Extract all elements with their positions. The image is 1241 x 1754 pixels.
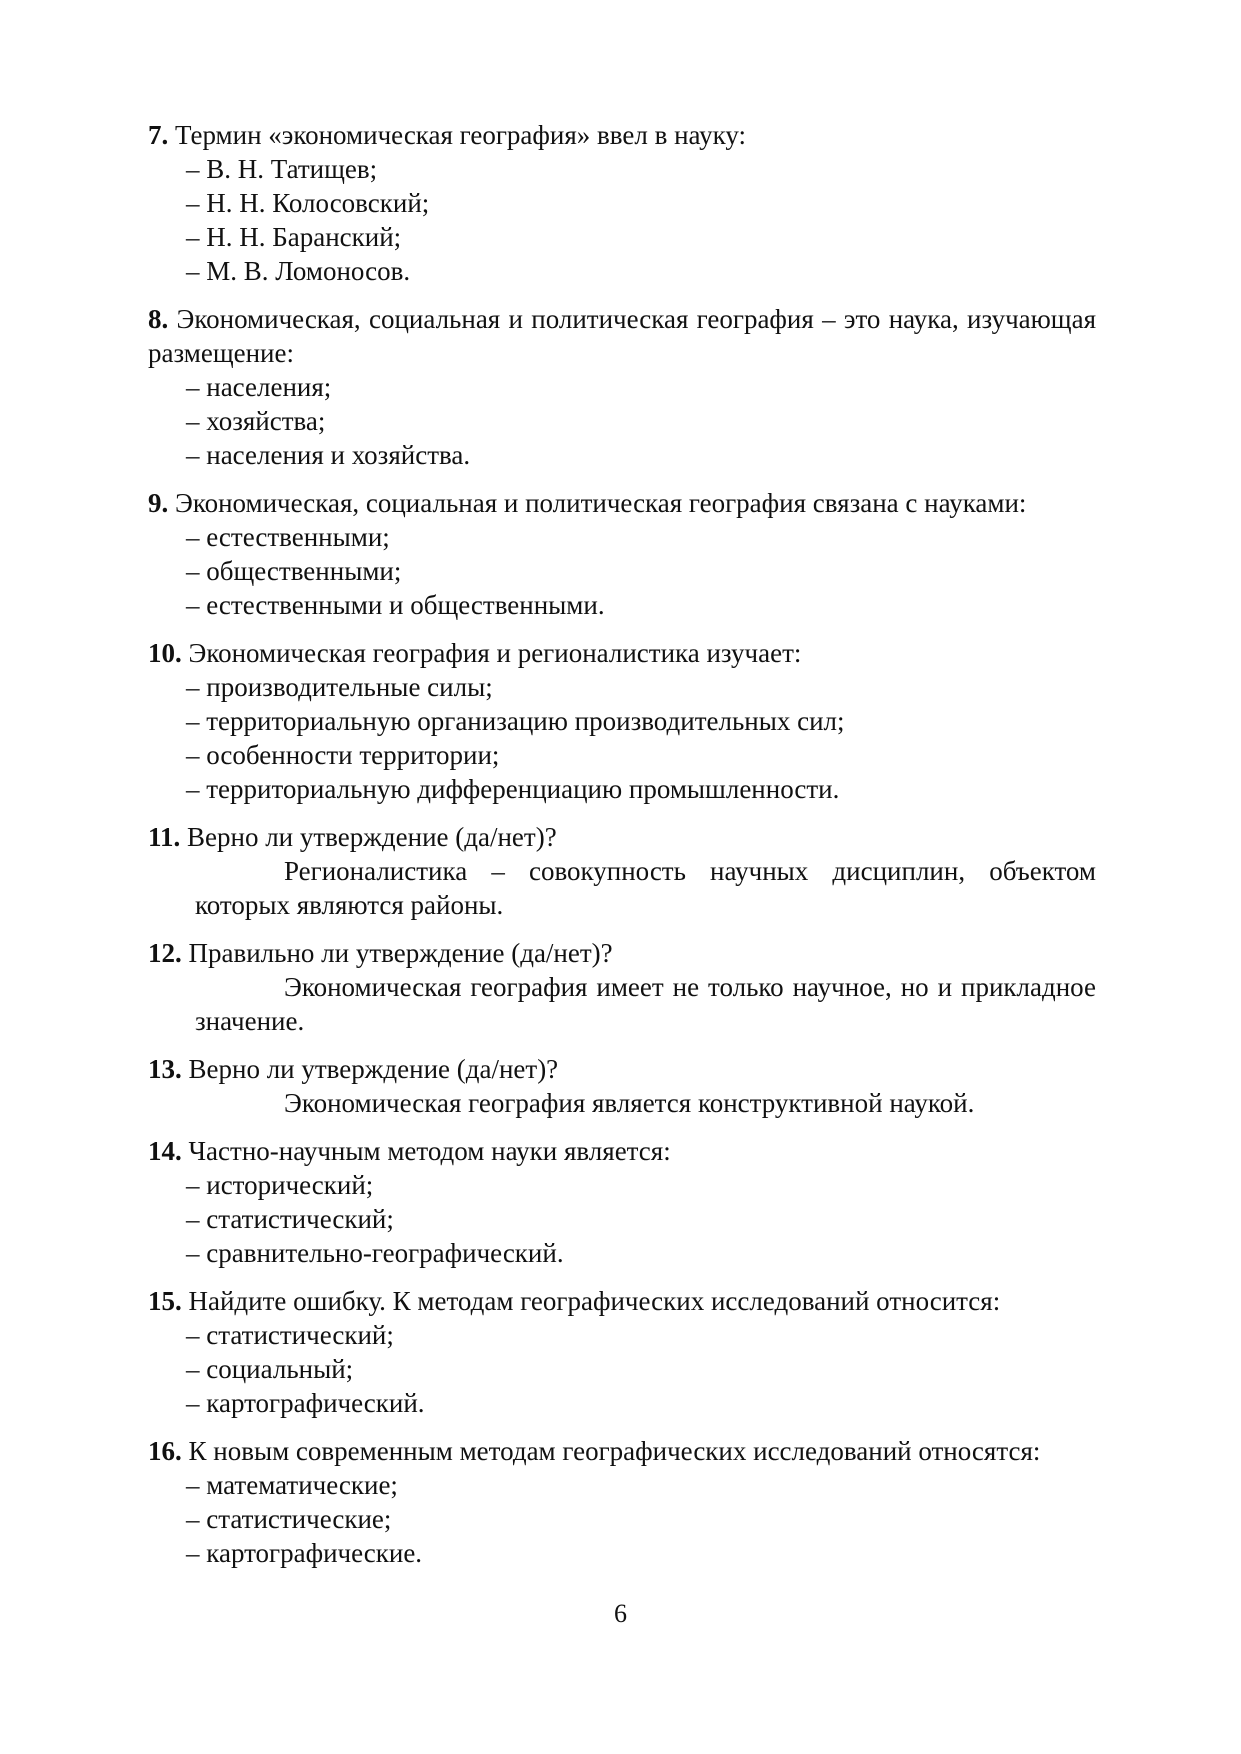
answer-option: – социальный; (186, 1354, 354, 1384)
question-text (148, 1284, 1096, 1318)
question-text (148, 936, 1096, 970)
answer-option: – производительные силы; (186, 672, 493, 702)
answer-option: – В. Н. Татищев; (186, 154, 378, 184)
answer-option: – общественными; (186, 556, 402, 586)
question-text (148, 486, 1096, 520)
question-number: 13. (148, 1054, 182, 1084)
question-8 (148, 302, 1096, 472)
question-prompt: Экономическая, социальная и политическая география – это наука, изучающая размещение: (148, 304, 1096, 368)
question-text (148, 1052, 1096, 1086)
question-number: 10. (148, 638, 182, 668)
question-number: 14. (148, 1136, 182, 1166)
answer-option: – территориальную дифференциацию промышленности. (186, 774, 840, 804)
answer-option: – картографические. (186, 1538, 423, 1568)
answer-option: – Н. Н. Баранский; (186, 222, 402, 252)
question-prompt: Частно-научным методом науки является: (181, 1136, 671, 1166)
question-number: 15. (148, 1286, 182, 1316)
answer-option: – статистические; (186, 1504, 392, 1534)
answer-option: – населения; (186, 372, 332, 402)
question-text (148, 820, 1096, 854)
question-text (148, 1134, 1096, 1168)
page-number: 6 (614, 1599, 627, 1628)
question-14 (148, 1134, 1096, 1270)
question-12 (148, 936, 1096, 1038)
answer-option: – особенности территории; (186, 740, 500, 770)
question-text (148, 302, 1096, 370)
question-prompt: Экономическая, социальная и политическая география связана с науками: (168, 488, 1027, 518)
question-number: 8. (148, 304, 169, 334)
question-text (148, 118, 1096, 152)
question-statement: Экономическая география имеет не только научное, но и прикладное значение. (195, 972, 1096, 1036)
question-prompt: Найдите ошибку. К методам географических исследований относится: (181, 1286, 1001, 1316)
answer-option: – М. В. Ломоносов. (186, 256, 411, 286)
question-11 (148, 820, 1096, 922)
question-number: 7. (148, 120, 169, 150)
answer-option: – статистический; (186, 1320, 394, 1350)
answer-option: – естественными; (186, 522, 390, 552)
question-number: 12. (148, 938, 182, 968)
question-10 (148, 636, 1096, 806)
answer-option: – населения и хозяйства. (186, 440, 471, 470)
answer-option: – сравнительно-географический. (186, 1238, 564, 1268)
question-prompt: Экономическая география и регионалистика изучает: (181, 638, 802, 668)
question-statement: Регионалистика – совокупность научных дисциплин, объектом которых являются районы. (195, 856, 1096, 920)
question-7 (148, 118, 1096, 288)
answer-option: – картографический. (186, 1388, 425, 1418)
question-prompt: Правильно ли утверждение (да/нет)? (181, 938, 613, 968)
answer-option: – Н. Н. Колосовский; (186, 188, 430, 218)
question-number: 16. (148, 1436, 182, 1466)
answer-option: – математические; (186, 1470, 398, 1500)
question-prompt: Верно ли утверждение (да/нет)? (181, 1054, 559, 1084)
question-text (148, 636, 1096, 670)
answer-option: – территориальную организацию производительных сил; (186, 706, 845, 736)
question-statement: Экономическая география является конструктивной наукой. (284, 1088, 975, 1118)
question-13 (148, 1052, 1096, 1120)
question-15 (148, 1284, 1096, 1420)
answer-option: – исторический; (186, 1170, 374, 1200)
question-prompt: Термин «экономическая география» ввел в науку: (168, 120, 747, 150)
question-prompt: К новым современным методам географических исследований относятся: (181, 1436, 1041, 1466)
answer-option: – хозяйства; (186, 406, 326, 436)
answer-option: – естественными и общественными. (186, 590, 605, 620)
question-number: 11. (148, 822, 181, 852)
question-prompt: Верно ли утверждение (да/нет)? (180, 822, 557, 852)
question-9 (148, 486, 1096, 622)
question-list (148, 118, 1096, 1584)
question-16 (148, 1434, 1096, 1570)
answer-option: – статистический; (186, 1204, 394, 1234)
question-number: 9. (148, 488, 169, 518)
question-text (148, 1434, 1096, 1468)
